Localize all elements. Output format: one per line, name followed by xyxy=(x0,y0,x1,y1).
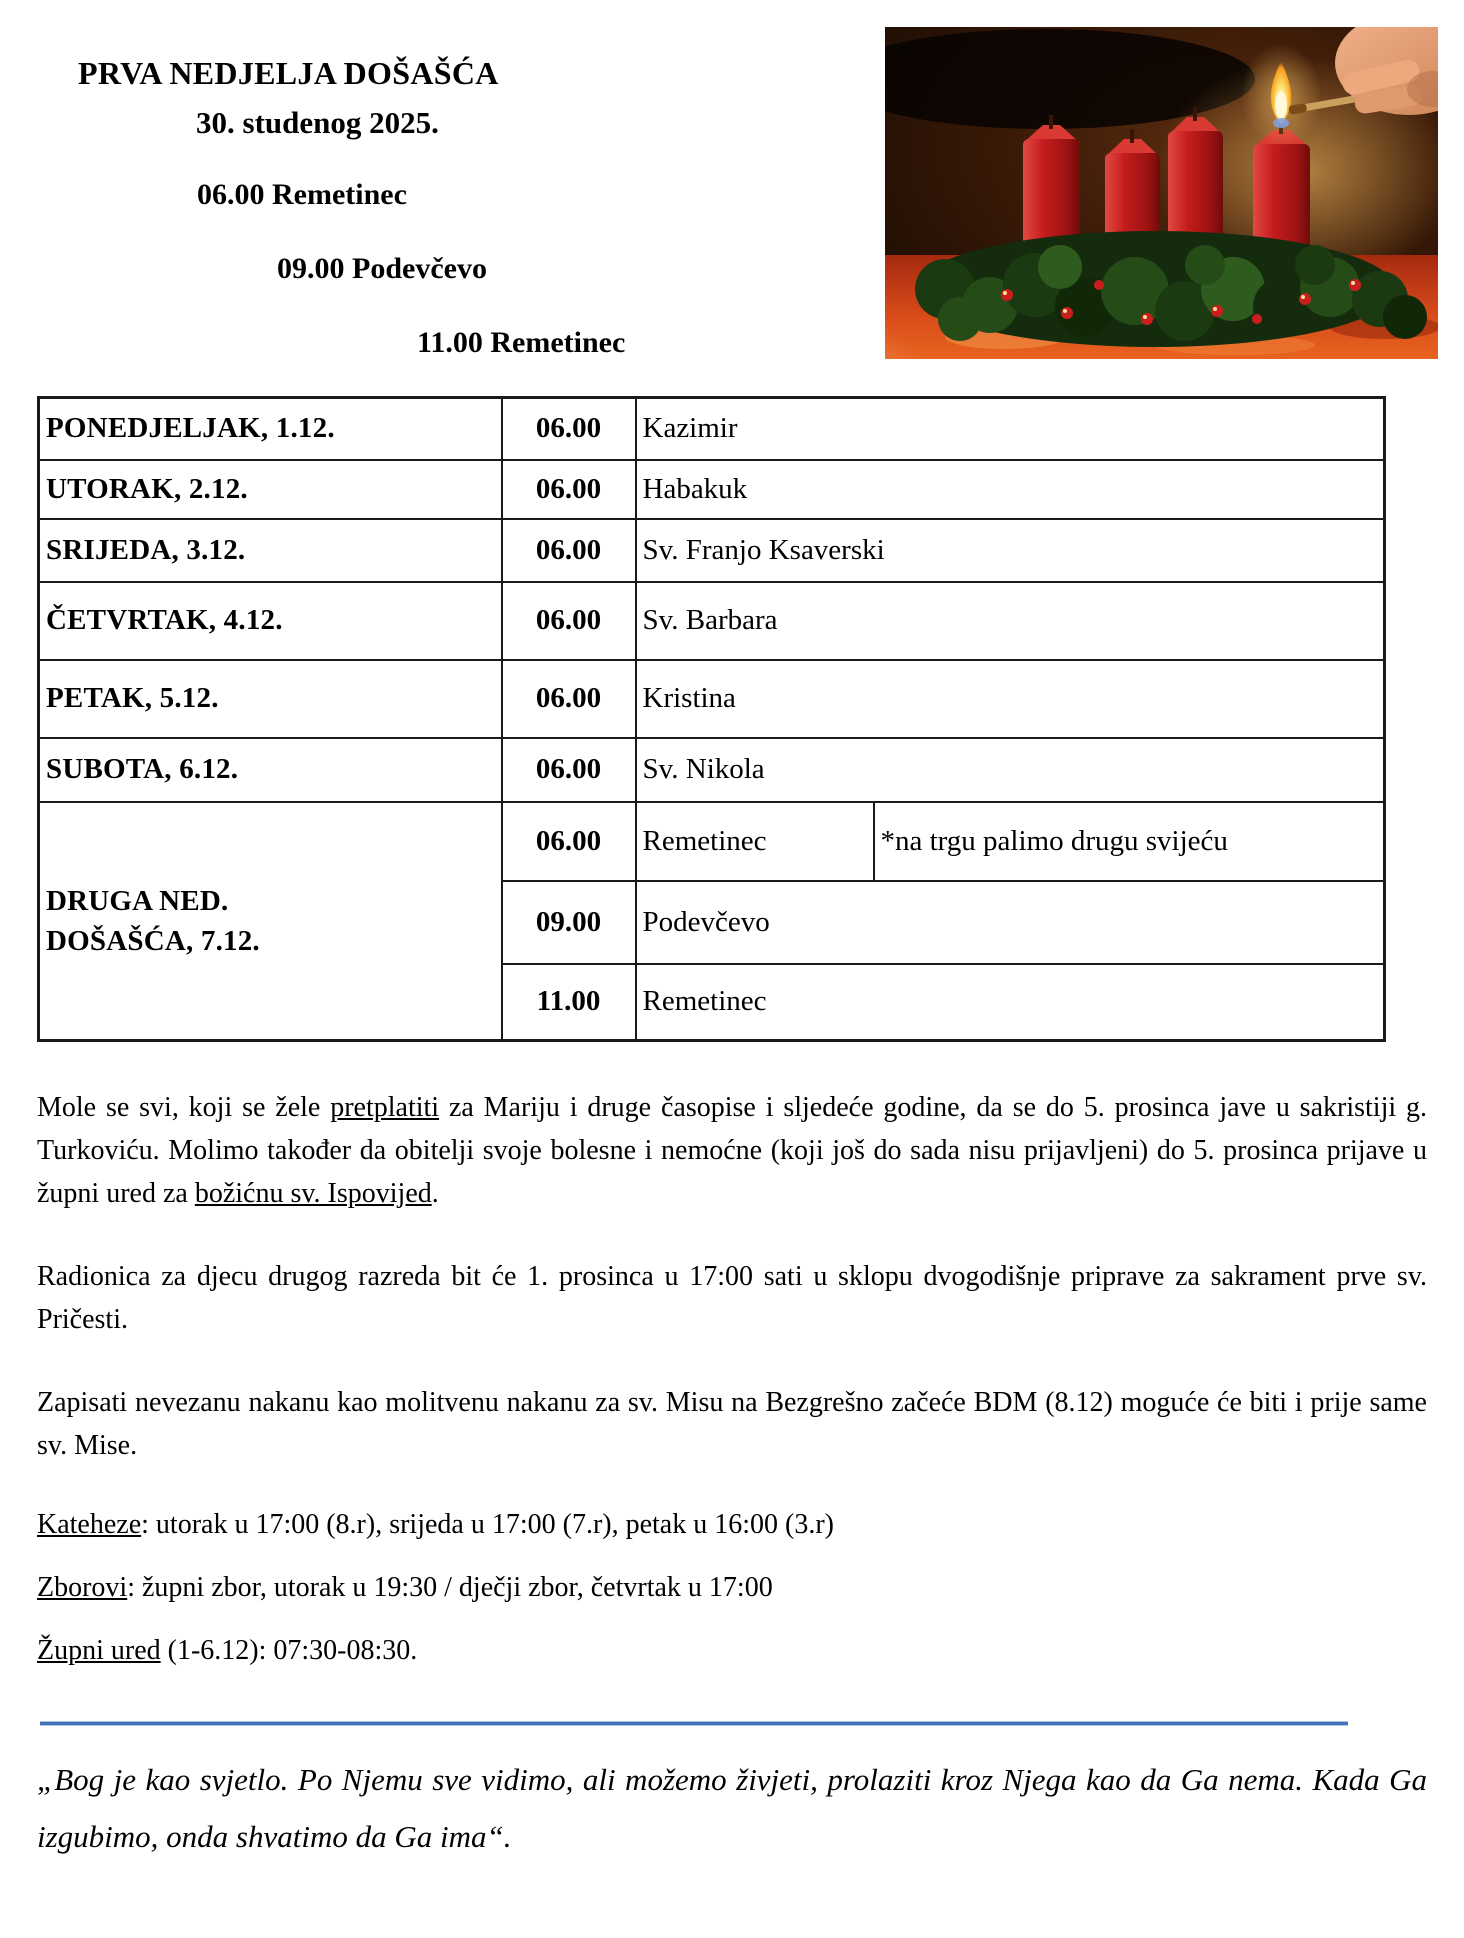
place-cell: Remetinec xyxy=(636,964,1385,1041)
table-row xyxy=(39,738,1385,802)
advent-wreath-photo xyxy=(885,27,1438,359)
time-cell: 06.00 xyxy=(502,460,636,519)
underlined-term: božićnu sv. Ispovijed xyxy=(194,1178,432,1209)
mass-time-line: 09.00 Podevčevo xyxy=(277,252,487,285)
paragraph-text: Mole se svi, koji se žele xyxy=(37,1092,331,1123)
info-line-kateheze xyxy=(37,1503,1427,1546)
info-line-zborovi xyxy=(37,1566,1427,1609)
day-cell: ČETVRTAK, 4.12. xyxy=(39,582,502,660)
intention-cell: Sv. Barbara xyxy=(636,582,1385,660)
place-cell: Podevčevo xyxy=(636,881,1385,964)
candle-flame xyxy=(1241,43,1321,147)
mass-schedule-table xyxy=(37,396,1386,1042)
note-cell: *na trgu palimo drugu svijeću xyxy=(874,802,1385,881)
place-cell: Remetinec xyxy=(636,802,874,881)
info-label: Župni ured xyxy=(37,1635,161,1666)
time-cell: 06.00 xyxy=(502,398,636,460)
time-cell: 11.00 xyxy=(502,964,636,1041)
paragraph-text: za Mariju i druge časopise i sljedeće godine, da se do 5. prosinca jave u sakristiji g. Turkoviću. Molimo također da obitelji svoje bolesne i nemoćne (koji još do sada nisu prijavljeni) do 5. prosinca prijave u župni ured za xyxy=(37,1092,1427,1209)
day-cell: PETAK, 5.12. xyxy=(39,660,502,738)
intention-cell: Kazimir xyxy=(636,398,1385,460)
announcement-intentions: Zapisati nevezanu nakanu kao molitvenu nakanu za sv. Misu na Bezgrešno začeće BDM (8.12) moguće će biti i prije same sv. Mise. xyxy=(37,1387,1427,1461)
table-row xyxy=(39,802,1385,881)
announcement-subscriptions xyxy=(37,1086,1427,1215)
time-cell: 06.00 xyxy=(502,519,636,582)
announcement-workshop: Radionica za djecu drugog razreda bit će 1. prosinca u 17:00 sati u sklopu dvogodišnje priprave za sakrament prve sv. Pričesti. xyxy=(37,1261,1427,1335)
info-text: (1-6.12): 07:30-08:30. xyxy=(160,1635,418,1666)
table-row xyxy=(39,660,1385,738)
day-label: DRUGA NED. DOŠAŠĆA, 7.12. xyxy=(46,884,260,957)
info-text: : župni zbor, utorak u 19:30 / dječji zbor, četvrtak u 17:00 xyxy=(127,1572,773,1603)
intention-cell: Kristina xyxy=(636,660,1385,738)
intention-cell: Sv. Franjo Ksaverski xyxy=(636,519,1385,582)
time-cell: 06.00 xyxy=(502,802,636,881)
day-cell: SRIJEDA, 3.12. xyxy=(39,519,502,582)
time-cell: 06.00 xyxy=(502,660,636,738)
table-row xyxy=(39,582,1385,660)
info-label: Kateheze xyxy=(37,1509,142,1540)
table-row xyxy=(39,398,1385,460)
time-cell: 09.00 xyxy=(502,881,636,964)
blue-divider-line xyxy=(40,1722,1348,1725)
info-line-zupni-ured xyxy=(37,1629,1427,1672)
time-cell: 06.00 xyxy=(502,582,636,660)
mass-time-line: 11.00 Remetinec xyxy=(417,326,626,359)
quote-text: „Bog je kao svjetlo. Po Njemu sve vidimo, ali možemo živjeti, prolaziti kroz Njega kao da Ga nema. Kada Ga izgubimo, onda shvatimo da Ga ima“. xyxy=(37,1762,1427,1854)
paragraph-text: . xyxy=(431,1178,439,1209)
intention-cell: Habakuk xyxy=(636,460,1385,519)
day-cell: PONEDJELJAK, 1.12. xyxy=(39,398,502,460)
info-text: : utorak u 17:00 (8.r), srijeda u 17:00 (7.r), petak u 16:00 (3.r) xyxy=(141,1509,834,1540)
page-title: PRVA NEDJELJA DOŠAŠĆA xyxy=(78,55,499,91)
time-cell: 06.00 xyxy=(502,738,636,802)
day-cell: UTORAK, 2.12. xyxy=(39,460,502,519)
underlined-term: pretplatiti xyxy=(330,1092,440,1123)
table-row xyxy=(39,460,1385,519)
date-line: 30. studenog 2025. xyxy=(196,105,439,140)
info-label: Zborovi xyxy=(37,1572,128,1603)
day-cell xyxy=(39,802,502,1041)
mass-time-line: 06.00 Remetinec xyxy=(197,178,407,211)
intention-cell: Sv. Nikola xyxy=(636,738,1385,802)
table-row xyxy=(39,519,1385,582)
day-cell: SUBOTA, 6.12. xyxy=(39,738,502,802)
